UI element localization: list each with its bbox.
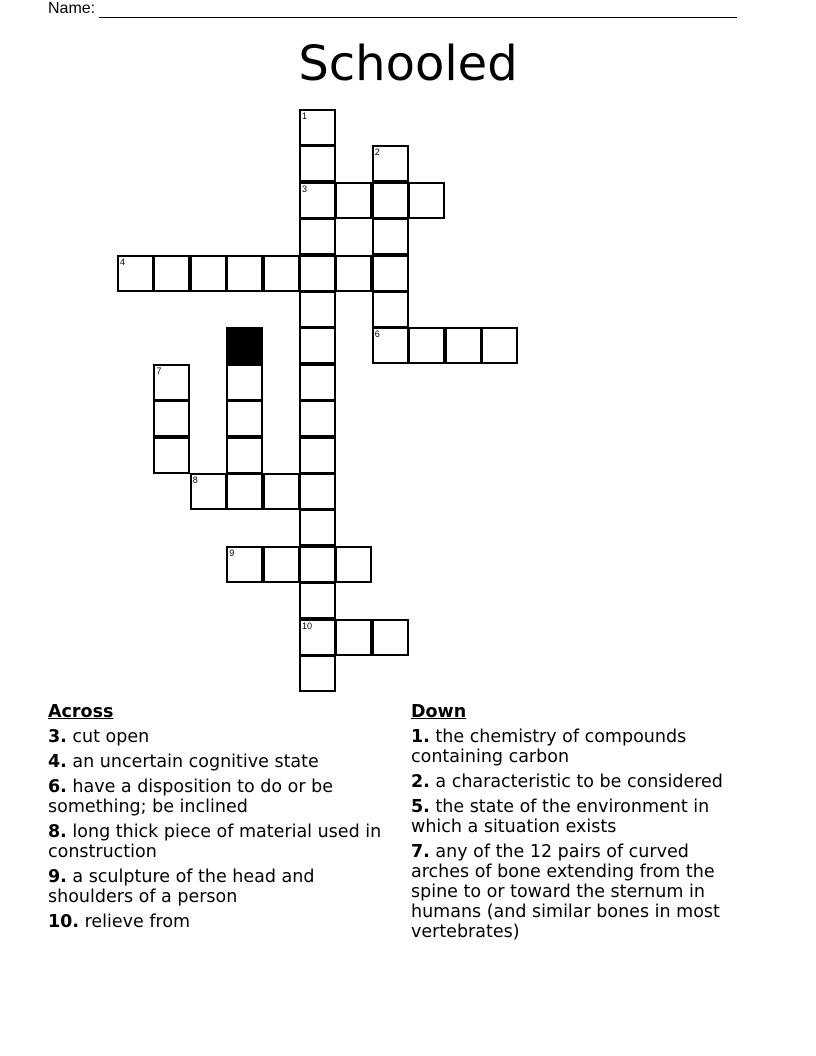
grid-cell[interactable] [372,182,409,219]
grid-cell[interactable] [299,546,336,583]
grid-cell[interactable] [153,255,190,292]
clue-down-2 [411,772,751,792]
grid-cell[interactable] [335,255,372,292]
clue-number: 3. [48,727,67,747]
grid-cell[interactable] [299,255,336,292]
clue-text: a characteristic to be considered [435,772,723,792]
grid-cell[interactable] [263,473,300,510]
grid-cell[interactable] [299,109,336,146]
grid-cell[interactable] [226,546,263,583]
grid-cell[interactable] [299,291,336,328]
across-heading: Across [48,702,114,722]
clue-across-6 [48,777,388,817]
clue-text: relieve from [84,912,191,932]
down-heading: Down [411,702,467,722]
grid-cell[interactable] [117,255,154,292]
grid-cell[interactable] [372,145,409,182]
grid-cell[interactable] [481,327,518,364]
clue-text: an uncertain cognitive state [72,752,319,772]
grid-cell[interactable] [372,619,409,656]
grid-cell[interactable] [299,364,336,401]
grid-cell[interactable] [299,582,336,619]
grid-cell[interactable] [372,218,409,255]
grid-cell[interactable] [190,255,227,292]
grid-cell[interactable] [299,400,336,437]
grid-cell[interactable] [226,473,263,510]
grid-cell[interactable] [335,546,372,583]
grid-cell[interactable] [408,327,445,364]
grid-cell[interactable] [299,655,336,692]
clue-down-5 [411,797,751,837]
grid-cell[interactable] [190,473,227,510]
clue-number-label: 2 [374,147,380,158]
clue-number-label: 4 [120,256,126,267]
clue-across-10 [48,912,388,932]
grid-cell[interactable] [299,437,336,474]
clue-down-7 [411,842,751,942]
grid-cell[interactable] [263,255,300,292]
clue-number-label: 1 [302,111,308,121]
clue-text: the chemistry of compounds containing carbon [411,727,687,767]
clue-text: a sculpture of the head and shoulders of a person [48,867,315,907]
clue-number: 8. [48,822,67,842]
clue-number: 6. [48,777,67,797]
clue-across-9 [48,867,388,907]
grid-cell[interactable] [299,145,336,182]
grid-cell[interactable] [299,182,336,219]
grid-cell[interactable] [153,364,190,401]
clue-number-label: 7 [156,365,162,376]
clue-number: 1. [411,727,430,747]
grid-cell[interactable] [226,437,263,474]
clue-number-label: 9 [229,547,235,558]
grid-cell[interactable] [299,327,336,364]
grid-cell[interactable] [226,400,263,437]
grid-cell[interactable] [226,255,263,292]
grid-cell[interactable] [372,327,409,364]
grid-cell[interactable] [153,400,190,437]
grid-cell[interactable] [408,182,445,219]
clue-across-4 [48,752,388,772]
clue-number-label: 8 [192,475,198,485]
grid-cell[interactable] [299,218,336,255]
down-clues [411,701,751,947]
grid-cell[interactable] [372,255,409,292]
grid-cell[interactable] [226,364,263,401]
clue-text: long thick piece of material used in construction [48,822,382,862]
clue-number-label: 5 [229,329,235,340]
name-label: Name: [48,0,96,17]
clue-text: cut open [72,727,150,747]
clue-across-8 [48,822,388,862]
grid-cell[interactable] [153,437,190,474]
grid-cell[interactable] [299,473,336,510]
clue-text: have a disposition to do or be something; be inclined [48,777,334,817]
clue-number: 4. [48,752,67,772]
page-title: Schooled [298,36,518,92]
clue-number: 5. [411,797,430,817]
grid-cell[interactable] [263,546,300,583]
across-clues [48,701,388,937]
clue-text: any of the 12 pairs of curved arches of bone extending from the spine to or toward the sternum in humans (and similar bones in most vertebrates) [411,842,720,942]
grid-cell[interactable] [372,291,409,328]
grid-cell[interactable] [299,509,336,546]
clue-number-label: 10 [302,620,313,631]
clue-down-1 [411,727,751,767]
clue-number: 10. [48,912,80,932]
clue-number-label: 3 [302,183,308,194]
clue-across-3 [48,727,388,747]
black-cell [226,327,263,364]
clue-number: 9. [48,867,67,887]
clue-text: the state of the environment in which a situation exists [411,797,710,837]
clue-number-label: 6 [374,329,380,340]
grid-cell[interactable] [299,619,336,656]
clue-number: 7. [411,842,430,862]
clue-number: 2. [411,772,430,792]
grid-cell[interactable] [335,182,372,219]
grid-cell[interactable] [445,327,482,364]
grid-cell[interactable] [335,619,372,656]
